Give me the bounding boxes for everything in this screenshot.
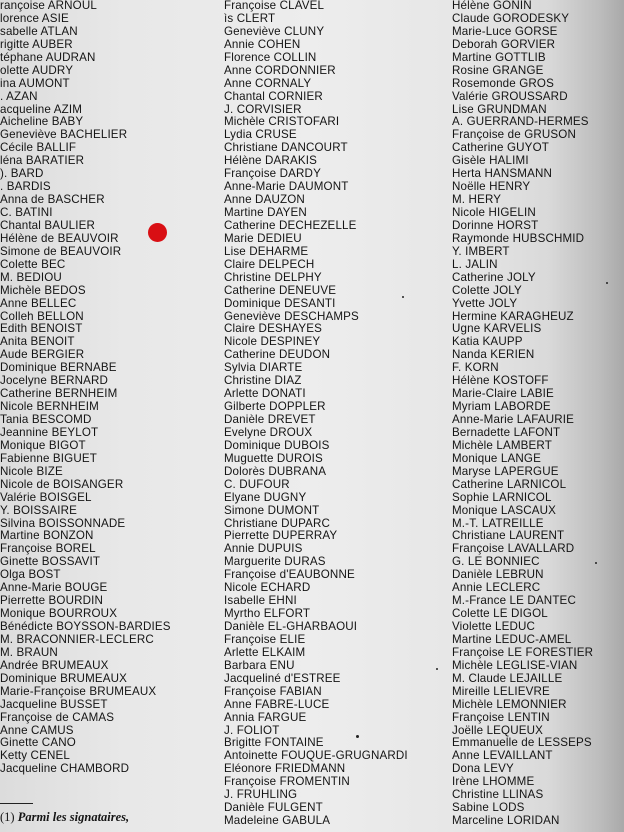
signatory-name: Simone DUMONT (224, 503, 320, 517)
signatory-name: rançoise ARNOUL (0, 0, 97, 12)
signatory-name: . AZAN (0, 89, 38, 103)
signatory-name: Christiane LAURENT (452, 529, 565, 543)
signatory-name: Marie DEDIEU (224, 231, 302, 245)
signatory-name: Monique BIGOT (0, 438, 86, 452)
signatory-name: Françoise LENTIN (452, 710, 550, 724)
signatory-name: Anne-Marie BOUGE (0, 581, 108, 595)
signatory-name: Françoise ELIE (224, 632, 306, 646)
signatory-name: G. LE BONNIEC (452, 555, 540, 569)
signatory-name: Nicole BERNHEIM (0, 400, 99, 414)
signatory-name: Elyane DUGNY (224, 490, 307, 504)
footnote (0, 810, 210, 825)
signatory-name: Christiane DANCOURT (224, 141, 348, 155)
signatory-name: Eléonore FRIEDMANN (224, 762, 346, 776)
signatory-name: Martine LEDUC-AMEL (452, 632, 572, 646)
signatory-name: Catherine DEUDON (224, 348, 331, 362)
signatory-name: Antoinette FOUQUE-GRUGNARDI (224, 749, 408, 763)
signatory-name: Anne LEVAILLANT (452, 749, 553, 763)
signatory-name: Fabienne BIGUET (0, 451, 97, 465)
signatory-name: Françoise BOREL (0, 542, 96, 556)
signatory-name: Ketty CENEL (0, 749, 70, 763)
signatory-name: Lise DEHARME (224, 244, 309, 258)
signatory-name: Michèle BEDOS (0, 283, 86, 297)
signatory-name: Nicole HIGELIN (452, 206, 536, 219)
signatory-name: Anne CORDONNIER (224, 63, 336, 77)
signatory-name: Jacqueline CHAMBORD (0, 762, 130, 776)
signatory-name: Martine BONZON (0, 529, 94, 543)
signatory-name: Lydia CRUSE (224, 128, 297, 142)
signatory-name: rigitte AUBER (0, 37, 73, 51)
signatory-name: Pierrette DUPERRAY (224, 529, 338, 543)
signatory-name: Colette LE DIGOL (452, 607, 548, 621)
signatory-name: Anne FABRE-LUCE (224, 697, 330, 711)
footnote-marker: (1) (0, 810, 15, 824)
signatory-name: Danièle FULGENT (224, 801, 323, 815)
signatory-name: Ginette BOSSAVIT (0, 555, 101, 569)
signatory-name: Nicole ECHARD (224, 581, 311, 595)
signatory-name: M. BRACONNIER-LECLERC (0, 632, 154, 646)
signatory-name: Evelyne DROUX (224, 425, 313, 439)
signatory-name: Claude GORODESKY (452, 11, 570, 25)
signatory-name: Françoise CLAVEL (224, 0, 325, 12)
signatory-name: Myrtho ELFORT (224, 607, 311, 621)
signatory-name: Joëlle LEQUEUX (452, 723, 544, 737)
signatory-name: lorence ASIE (0, 11, 69, 25)
signatory-name: Noëlle HENRY (452, 180, 531, 194)
signatory-name: J. CORVISIER (224, 102, 302, 116)
signatory-name: Monique BOURROUX (0, 607, 118, 621)
signatory-name: Nicole DESPINEY (224, 335, 321, 349)
signatory-name: Olga BOST (0, 568, 61, 582)
signatory-name: Michèle CRISTOFARI (224, 115, 340, 129)
signatory-name: M.-T. LATREILLE (452, 516, 544, 530)
signatory-name: Dominique DUBOIS (224, 438, 330, 452)
signatory-name: Gilberte DOPPLER (224, 400, 326, 414)
signatory-name: Ginette CANO (0, 736, 76, 750)
signatory-name: Dolorès DUBRANA (224, 464, 327, 478)
signatory-name: Catherine DENEUVE (224, 283, 337, 297)
signatory-name: Raymonde HUBSCHMID (452, 231, 585, 245)
footnote-text: Parmi les signataires, (17, 810, 130, 824)
signatory-name: Florence COLLIN (224, 50, 317, 64)
signatory-name: Pierrette BOURDIN (0, 594, 104, 608)
signatory-name: Muguette DUROIS (224, 451, 323, 465)
signatory-name: Silvina BOISSONNADE (0, 516, 126, 530)
signatory-name: Aicheline BABY (0, 115, 84, 129)
signatory-name: Tania BESCOMD (0, 413, 92, 426)
signatory-name: Dona LEVY (452, 762, 514, 776)
signatory-name: Danièle EL-GHARBAOUI (224, 620, 358, 633)
signatory-name: M. HERY (452, 193, 502, 207)
signatory-name: . BARDIS (0, 180, 51, 194)
signatory-name: Chantal BAULIER (0, 218, 96, 232)
signatory-name: sabelle ATLAN (0, 24, 78, 38)
signatory-name: Claire DELPECH (224, 257, 315, 271)
signatory-name: Hermine KARAGHEUZ (452, 309, 574, 323)
signatories-column-3 (452, 0, 624, 828)
signatory-name: Colleh BELLON (0, 309, 84, 323)
signatory-name: Geneviève DESCHAMPS (224, 309, 359, 323)
signatory-name: ). BARD (0, 167, 44, 181)
signatory-name: Katia KAUPP (452, 335, 523, 349)
signatory-name: Chantal CORNIER (224, 89, 323, 103)
signatory-name: Danièle LEBRUN (452, 568, 544, 582)
signatory-name: Michèle LEGLISE-VIAN (452, 658, 578, 672)
signatory-name: Claire DESHAYES (224, 322, 323, 336)
signatory-name: Anna de BASCHER (0, 193, 105, 207)
signatory-name: Catherine DECHEZELLE (224, 218, 357, 232)
signatory-name: Brigitte FONTAINE (224, 736, 324, 750)
signatory-name: Valérie BOISGEL (0, 490, 92, 504)
signatory-name: Geneviève CLUNY (224, 24, 325, 38)
signatory-name: Michèle LEMONNIER (452, 697, 567, 711)
signatory-name: Monique LANGE (452, 451, 541, 465)
signatory-name: Simone de BEAUVOIR (0, 244, 122, 258)
signatory-name: Barbara ENU (224, 658, 295, 672)
signatory-name: léna BARATIER (0, 154, 85, 168)
signatory-name: Annie COHEN (224, 37, 301, 51)
signatory-name: Danièle DREVET (224, 413, 316, 426)
signatory-name: Madeleine GABULA (224, 814, 331, 828)
signatory-name: Françoise FABIAN (224, 684, 322, 698)
signatory-name: Colette BEC (0, 257, 66, 271)
signatory-name: Nanda KERIEN (452, 348, 535, 362)
signatory-name: Catherine LARNICOL (452, 477, 567, 491)
ink-speck (356, 735, 359, 738)
signatory-name: Catherine BERNHEIM (0, 387, 118, 401)
ink-speck (402, 296, 404, 298)
signatory-name: Sophie LARNICOL (452, 490, 552, 504)
signatory-name: Cécile BALLIF (0, 141, 77, 155)
signatory-name: Herta HANSMANN (452, 167, 553, 181)
signatory-name: Françoise d'EAUBONNE (224, 568, 355, 582)
signatory-name: Anne-Marie DAUMONT (224, 180, 349, 194)
signatory-name: Violette LEDUC (452, 620, 536, 633)
signatory-name: Christine DELPHY (224, 270, 322, 284)
signatory-name: téphane AUDRAN (0, 50, 96, 64)
signatory-name: L. JALIN (452, 257, 498, 271)
ink-speck (436, 668, 438, 670)
signatory-name: Anita BENOIT (0, 335, 75, 349)
signatory-name: Sabine LODS (452, 801, 525, 815)
footnote-rule (0, 803, 33, 804)
signatory-name: Aude BERGIER (0, 348, 85, 362)
signatory-name: Dorinne HORST (452, 218, 539, 232)
signatory-name: Françoise LAVALLARD (452, 542, 575, 556)
signatory-name: Catherine GUYOT (452, 141, 549, 155)
signatory-name: Y. IMBERT (452, 244, 510, 258)
signatory-name: Annia FARGUE (224, 710, 307, 724)
signatory-name: Isabelle EHNI (224, 594, 297, 608)
signatory-name: Anne CAMUS (0, 723, 74, 737)
signatory-name: Françoise FROMENTIN (224, 775, 350, 789)
signatory-name: C. DUFOUR (224, 477, 290, 491)
signatory-name: Jacqueline BUSSET (0, 697, 108, 711)
signatory-name: Yvette JOLY (452, 296, 518, 310)
signatory-name: Rosemonde GROS (452, 76, 554, 90)
signatory-name: Anne CORNALY (224, 76, 312, 90)
signatory-name: Christiane DUPARC (224, 516, 331, 530)
signatory-name: Annie LECLERC (452, 581, 541, 595)
signatory-name: Hélène KOSTOFF (452, 374, 549, 388)
signatory-name: Anne DAUZON (224, 193, 305, 207)
signatory-name: Mireille LELIEVRE (452, 684, 550, 698)
signatory-name: Michèle LAMBERT (452, 438, 552, 452)
signatory-name: Y. BOISSAIRE (0, 503, 77, 517)
signatory-name: Gisèle HALIMI (452, 154, 529, 168)
signatories-column-1 (0, 0, 210, 776)
signatory-name: Jacqueliné d'ESTREE (224, 671, 341, 685)
signatory-name: A. GUERRAND-HERMES (452, 115, 589, 129)
signatory-name: Nicole de BOISANGER (0, 477, 124, 491)
signatory-name: C. BATINI (0, 206, 53, 219)
signatory-name: Marguerite DURAS (224, 555, 326, 569)
signatory-name: Annie DUPUIS (224, 542, 303, 556)
signatory-name: Françoise DARDY (224, 167, 321, 181)
signatory-name: Marie-Claire LABIE (452, 387, 554, 401)
red-dot-marker (148, 223, 167, 242)
signatory-name: M. BRAUN (0, 645, 58, 659)
signatory-name: Valérie GROUSSARD (452, 89, 568, 103)
signatory-name: Ugne KARVELIS (452, 322, 542, 336)
signatory-name: Hélène DARAKIS (224, 154, 317, 168)
signatory-name: J. FOLIOT (224, 723, 280, 737)
signatory-name: Anne BELLEC (0, 296, 77, 310)
signatory-name: Nicole BIZE (0, 464, 63, 478)
signatory-name: ìs CLERT (224, 11, 276, 25)
signatory-name: Hélène de BEAUVOIR (0, 231, 119, 245)
signatory-name: Martine GOTTLIB (452, 50, 546, 64)
signatory-name: Martine DAYEN (224, 206, 307, 219)
signatory-name: J. FRUHLING (224, 788, 298, 802)
ink-speck (595, 562, 597, 564)
signatory-name: Catherine JOLY (452, 270, 536, 284)
signatory-name: Marceline LORIDAN (452, 814, 560, 828)
signatory-name: Monique LASCAUX (452, 503, 557, 517)
signatory-name: Anne-Marie LAFAURIE (452, 413, 575, 426)
signatory-name: Jocelyne BERNARD (0, 374, 109, 388)
signatory-name: Myriam LABORDE (452, 400, 551, 414)
signatory-name: Rosine GRANGE (452, 63, 544, 77)
signatory-name: Marie-Françoise BRUMEAUX (0, 684, 157, 698)
signatory-name: acqueline AZIM (0, 102, 83, 116)
signatory-name: Dominique DESANTI (224, 296, 336, 310)
signatory-name: Christine DIAZ (224, 374, 302, 388)
signatory-name: Marie-Luce GORSE (452, 24, 558, 38)
signatory-name: Lise GRUNDMAN (452, 102, 547, 116)
signatory-name: Bénédicte BOYSSON-BARDIES (0, 620, 171, 633)
signatory-name: Christine LLINAS (452, 788, 544, 802)
signatory-name: Sylvia DIARTE (224, 361, 303, 375)
signatory-name: Françoise de GRUSON (452, 128, 576, 142)
signatory-name: Emmanuelle de LESSEPS (452, 736, 592, 750)
signatories-column-2 (224, 0, 439, 828)
signatory-name: Dominique BERNABE (0, 361, 117, 375)
signatory-name: Jeannine BEYLOT (0, 425, 99, 439)
signatory-name: M. Claude LEJAILLE (452, 671, 563, 685)
signatory-name: Françoise LE FORESTIER (452, 645, 594, 659)
signatory-name: ina AUMONT (0, 76, 70, 90)
signatory-name: Arlette ELKAIM (224, 645, 306, 659)
signatory-name: olette AUDRY (0, 63, 74, 77)
signatory-name: Dominique BRUMEAUX (0, 671, 128, 685)
signatory-name: Irène LHOMME (452, 775, 535, 789)
signatory-name: Edith BENOIST (0, 322, 83, 336)
signatory-name: M. BEDIOU (0, 270, 62, 284)
signatory-name: Maryse LAPERGUE (452, 464, 559, 478)
signatory-name: F. KORN (452, 361, 499, 375)
signatory-name: Bernadette LAFONT (452, 425, 561, 439)
signatory-name: Colette JOLY (452, 283, 522, 297)
signatory-name: M.-France LE DANTEC (452, 594, 576, 608)
signatory-name: Françoise de CAMAS (0, 710, 115, 724)
signatory-name: Deborah GORVIER (452, 37, 556, 51)
signatory-name: Geneviève BACHELIER (0, 128, 128, 142)
signatory-name: Andrée BRUMEAUX (0, 658, 109, 672)
signatory-name: Arlette DONATI (224, 387, 306, 401)
ink-speck (606, 282, 608, 284)
signatory-name: Hélène GONIN (452, 0, 532, 12)
